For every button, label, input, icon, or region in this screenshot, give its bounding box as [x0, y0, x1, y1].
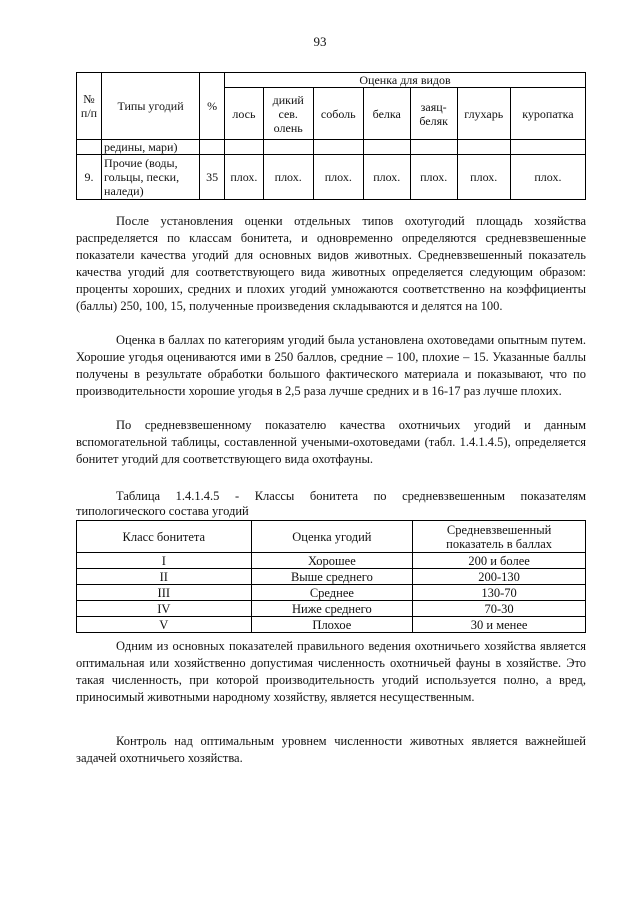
score-cell: 200-130 [413, 569, 586, 585]
table-row [77, 601, 586, 617]
species-header: глухарь [457, 88, 510, 140]
table-caption: Таблица 1.4.1.4.5 - Классы бонитета по средневзвешенным показателям типологического состава угодий [76, 489, 586, 518]
paragraph: Одним из основных показателей правильного ведения охотничьего хозяйства является оптимальная или хозяйственно допустимая численность охотничьей фауны в хозяйстве. Это такая численность, при которой производительность угодий используется полно, а вред, приносимый животными народному хозяйству, является несущественным. [76, 639, 586, 704]
land-types-table [76, 72, 586, 200]
col-header-group: Оценка для видов [225, 73, 586, 88]
value-cell: плох. [313, 155, 363, 200]
species-header: белка [363, 88, 410, 140]
paragraph: Контроль над оптимальным уровнем численности животных является важнейшей задачей охотничьего хозяйства. [76, 734, 586, 765]
species-header: соболь [313, 88, 363, 140]
score-cell: 70-30 [413, 601, 586, 617]
species-header: лось [225, 88, 264, 140]
class-cell: I [77, 553, 252, 569]
class-cell: III [77, 585, 252, 601]
paragraph: Оценка в баллах по категориям угодий была установлена охотоведами опытным путем. Хорошие угодья оцениваются ими в 250 баллов, средние – 100, плохие – 15. Указанные баллы получены в результате обработки большого фактического материала и показывают, что по производительности хорошие угодья в 2,5 раза лучше средних и в 16-17 раз лучше плохих. [76, 333, 586, 398]
assessment-cell: Хорошее [251, 553, 413, 569]
score-cell: 30 и менее [413, 617, 586, 633]
class-cell: IV [77, 601, 252, 617]
assessment-cell: Выше среднего [251, 569, 413, 585]
table-row [77, 617, 586, 633]
paragraph: По средневзвешенному показателю качества охотничьих угодий и данным вспомогательной таблицы, составленной учеными-охотоведами (табл. 1.4.1.4.5), определяется бонитет угодий для соответствующего вида охотфауны. [76, 418, 586, 466]
score-cell: 200 и более [413, 553, 586, 569]
assessment-cell: Среднее [251, 585, 413, 601]
table-row [77, 155, 586, 200]
page-number: 93 [313, 34, 327, 49]
table-row [77, 585, 586, 601]
species-header: заяц- беляк [410, 88, 457, 140]
num-cell: 9. [77, 155, 102, 200]
bonitet-classes-table [76, 520, 586, 633]
table-row [77, 140, 586, 155]
col-header-type: Типы угодий [102, 73, 200, 140]
assessment-cell: Ниже среднего [251, 601, 413, 617]
species-header: куропатка [510, 88, 585, 140]
col-header-score: Средневзвешенный показатель в баллах [413, 521, 586, 553]
col-header-class: Класс бонитета [77, 521, 252, 553]
percent-cell: 35 [200, 155, 225, 200]
value-cell: плох. [225, 155, 264, 200]
value-cell: плох. [410, 155, 457, 200]
type-cell: редины, мари) [102, 140, 200, 155]
score-cell: 130-70 [413, 585, 586, 601]
col-header-num: № п/п [77, 73, 102, 140]
table-row [77, 569, 586, 585]
assessment-cell: Плохое [251, 617, 413, 633]
table-row [77, 553, 586, 569]
species-header: дикий сев. олень [263, 88, 313, 140]
value-cell: плох. [457, 155, 510, 200]
col-header-assessment: Оценка угодий [251, 521, 413, 553]
class-cell: V [77, 617, 252, 633]
value-cell: плох. [263, 155, 313, 200]
class-cell: II [77, 569, 252, 585]
value-cell: плох. [510, 155, 585, 200]
type-cell: Прочие (воды, гольцы, пески, наледи) [102, 155, 200, 200]
value-cell: плох. [363, 155, 410, 200]
paragraph: После установления оценки отдельных типов охотугодий площадь хозяйства распределяется по классам бонитета, и одновременно определяются средневзвешенные показатели качества угодий для основных видов животных. Средневзвешенный показатель качества угодий для соответствующего вида животных определяется следующим образом: проценты хороших, средних и плохих угодий умножаются соответственно на коэффициенты (баллы) 250, 100, 15, полученные произведения складываются и делятся на 100. [76, 214, 586, 313]
col-header-percent: % [200, 73, 225, 140]
